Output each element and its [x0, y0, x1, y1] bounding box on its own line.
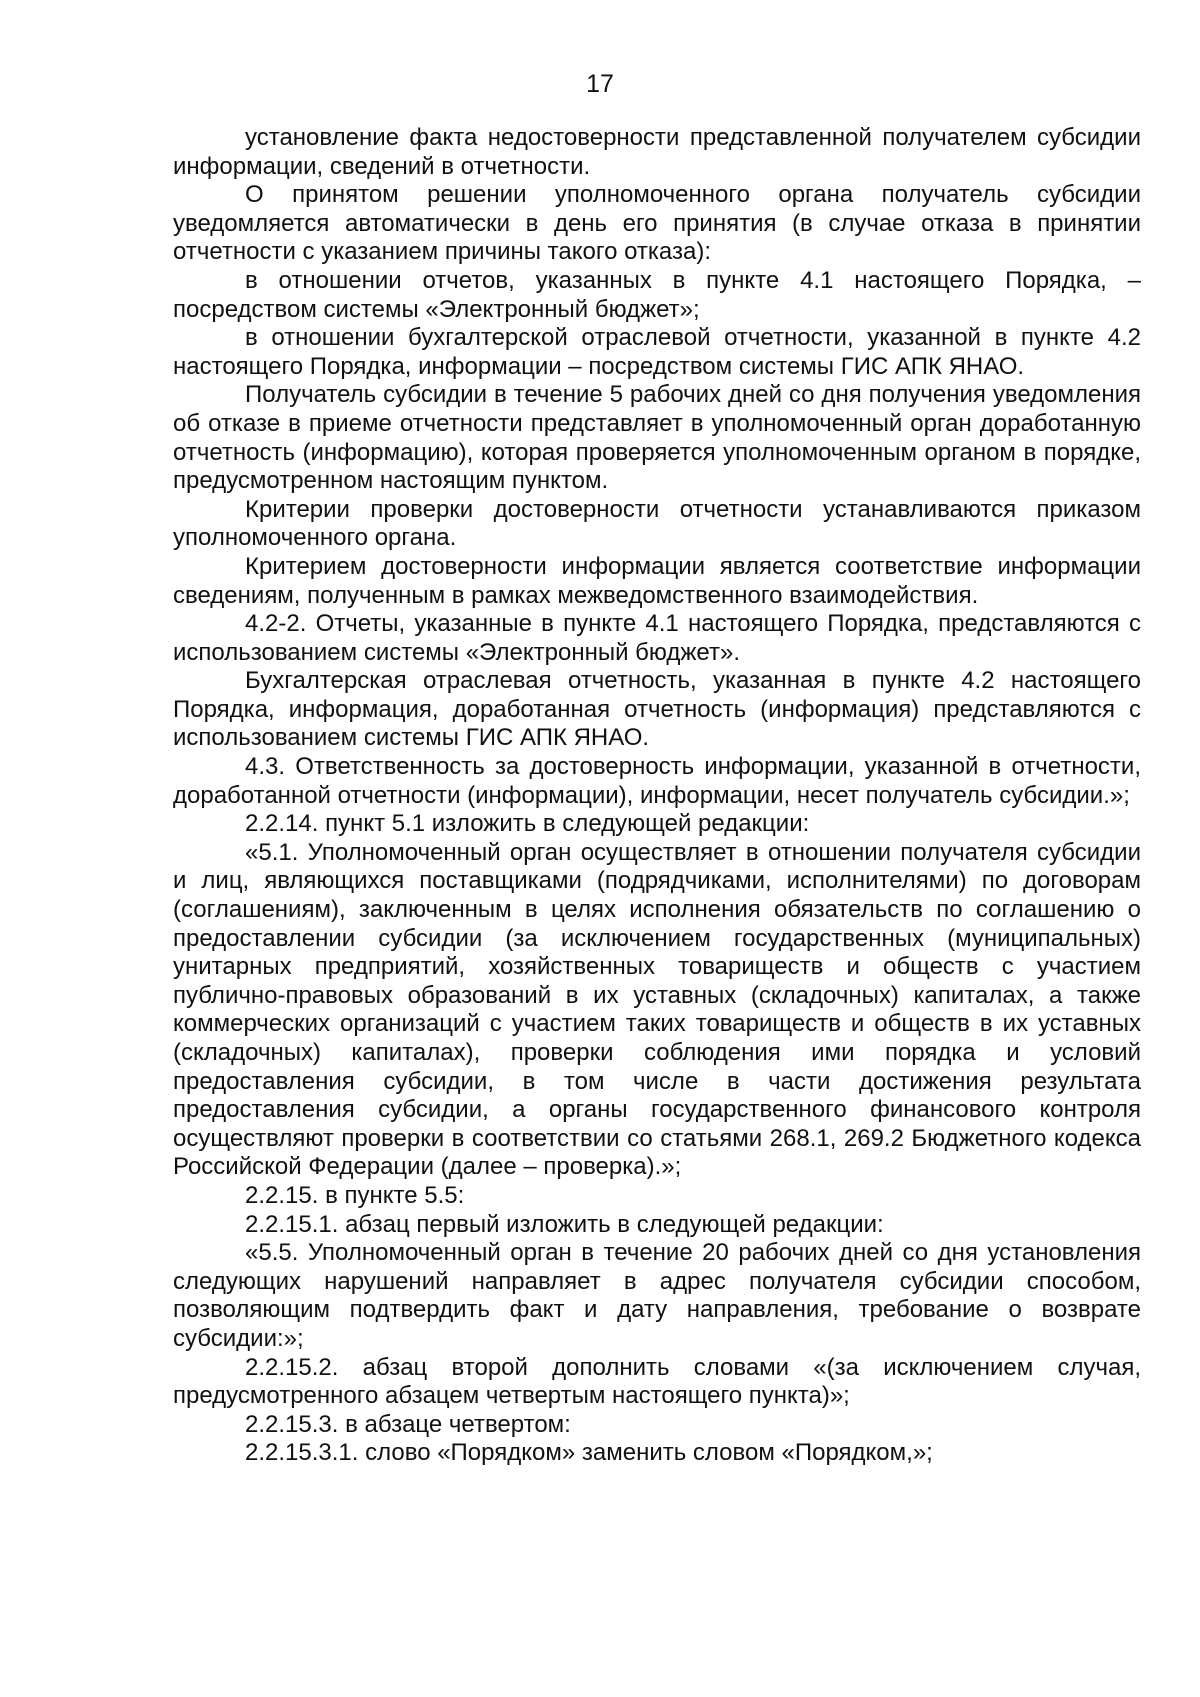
paragraph: Бухгалтерская отраслевая отчетность, указанная в пункте 4.2 настоящего Порядка, информация, доработанная отчетность (информация) представляются с использованием системы ГИС АПК ЯНАО.	[173, 667, 1141, 752]
paragraph: в отношении бухгалтерской отраслевой отчетности, указанной в пункте 4.2 настоящего Порядка, информации – посредством системы ГИС АПК ЯНАО.	[173, 324, 1141, 380]
paragraph: 4.3. Ответственность за достоверность информации, указанной в отчетности, доработанной отчетности (информации), информации, несет получатель субсидии.»;	[173, 753, 1141, 809]
paragraph: установление факта недостоверности представленной получателем субсидии информации, сведений в отчетности.	[173, 124, 1141, 180]
paragraph: 2.2.15.3. в абзаце четвертом:	[245, 1410, 571, 1438]
paragraph: Критерии проверки достоверности отчетности устанавливаются приказом уполномоченного органа.	[173, 495, 1141, 552]
paragraph: 2.2.15.1. абзац первый изложить в следующей редакции:	[245, 1210, 884, 1238]
paragraph: «5.1. Уполномоченный орган осуществляет в отношении получателя субсидии и лиц, являющихся поставщиками (подрядчиками, исполнителями) по договорам (соглашениям), заключенным в целях исполнения обязательств по соглашению о предоставлении субсидии (за исключением государственных (муниципальных) унитарных предприятий, хозяйственных товариществ и обществ с участием публично-правовых образований в их уставных (складочных) капиталах, а также коммерческих организаций с участием таких товариществ и обществ в их уставных (складочных) капиталах), проверки соблюдения ими порядка и условий предоставления субсидии, в том числе в части достижения результата предоставления субсидии, а органы государственного финансового контроля осуществляют проверки в соответствии со статьями 268.1, 269.2 Бюджетного кодекса Российской Федерации (далее – проверка).»;	[173, 838, 1141, 1181]
paragraph: Критерием достоверности информации является соответствие информации сведениям, полученным в рамках межведомственного взаимодействия.	[173, 552, 1141, 609]
paragraph: 2.2.15. в пункте 5.5:	[245, 1181, 465, 1209]
paragraph: 2.2.14. пункт 5.1 изложить в следующей редакции:	[245, 810, 810, 838]
paragraph: 4.2-2. Отчеты, указанные в пункте 4.1 настоящего Порядка, представляются с использованием системы «Электронный бюджет».	[173, 610, 1141, 666]
paragraph: Получатель субсидии в течение 5 рабочих дней со дня получения уведомления об отказе в приеме отчетности представляет в уполномоченный орган доработанную отчетность (информацию), которая проверяется уполномоченным органом в порядке, предусмотренном настоящим пунктом.	[173, 381, 1141, 495]
paragraph: 2.2.15.3.1. слово «Порядком» заменить словом «Порядком,»;	[245, 1439, 933, 1467]
paragraph: О принятом решении уполномоченного органа получатель субсидии уведомляется автоматически в день его принятия (в случае отказа в принятии отчетности с указанием причины такого отказа):	[173, 181, 1141, 266]
paragraph: в отношении отчетов, указанных в пункте 4.1 настоящего Порядка, – посредством системы «Электронный бюджет»;	[173, 266, 1141, 323]
page-number: 17	[586, 70, 614, 98]
paragraph: 2.2.15.2. абзац второй дополнить словами «(за исключением случая, предусмотренного абзацем четвертым настоящего пункта)»;	[173, 1353, 1141, 1410]
paragraph: «5.5. Уполномоченный орган в течение 20 рабочих дней со дня установления следующих нарушений направляет в адрес получателя субсидии способом, позволяющим подтвердить факт и дату направления, требование о возврате субсидии:»;	[173, 1239, 1141, 1352]
document-body	[173, 124, 1141, 1468]
